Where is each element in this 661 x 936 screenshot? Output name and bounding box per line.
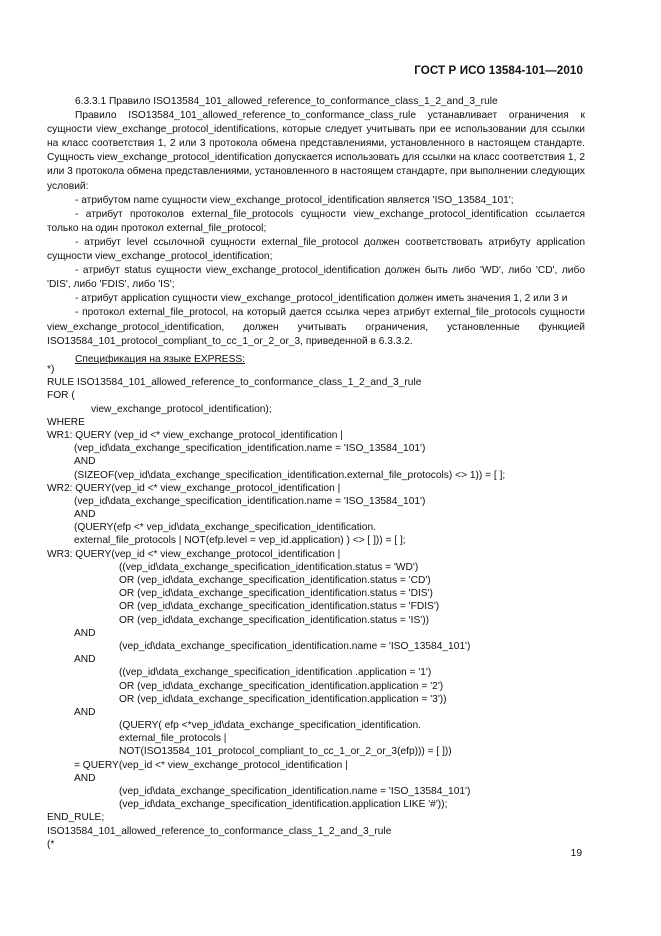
spec-label: Спецификация на языке EXPRESS: (75, 353, 246, 365)
code-line: OR (vep_id\data_exchange_specification_identification.status = 'FDIS') (119, 601, 440, 613)
list-item: - атрибут application сущности view_exchange_protocol_identification должен иметь значения 1, 2 или 3 и (75, 293, 568, 305)
express-code-block (47, 363, 607, 851)
code-line: AND (74, 654, 96, 666)
section-heading: 6.3.3.1 Правило ISO13584_101_allowed_reference_to_conformance_class_1_2_and_3_rule (75, 96, 498, 107)
list-item: - атрибут status сущности view_exchange_protocol_identification должен быть либо 'WD', либо 'CD', либо 'DIS', либо 'FDIS', либо 'IS'; (47, 265, 585, 291)
code-line: *) (47, 364, 55, 375)
code-line: WR3: QUERY(vep_id <* view_exchange_protocol_identification | (47, 548, 341, 560)
code-line: ((vep_id\data_exchange_specification_identification .application = '1') (119, 667, 432, 679)
code-line: AND (74, 509, 96, 521)
code-line: (QUERY( efp <*vep_id\data_exchange_specification_identification. (119, 720, 421, 732)
list-item: - атрибутом name сущности view_exchange_protocol_identification является 'ISO_13584_101'; (75, 194, 514, 206)
code-line: AND (74, 627, 96, 639)
code-line: (vep_id\data_exchange_specification_identification.name = 'ISO_13584_101') (74, 495, 426, 507)
code-line: (vep_id\data_exchange_specification_identification.name = 'ISO_13584_101') (74, 443, 426, 455)
code-line: AND (74, 456, 96, 468)
code-line: ISO13584_101_allowed_reference_to_conformance_class_1_2_and_3_rule (47, 825, 392, 837)
paragraph: Правило ISO13584_101_allowed_reference_to_conformance_class_rule устанавливает ограничения к сущности view_exchange_protocol_identifications, которые следует учитывать при ее использовании для ссылки на класс соответствия 1, 2 или 3 протокола обмена представлениями, установленного в настоящем стандарте. Сущность view_exchange_protocol_identification допускается использовать для ссылки на класс соответствия 1, 2 или 3 протокола обмена представлениями, установленного в настоящем стандарте, при выполнении следующих условий: (47, 110, 585, 192)
code-line: WR1: QUERY (vep_id <* view_exchange_protocol_identification | (47, 429, 343, 441)
code-line: ((vep_id\data_exchange_specification_identification.status = 'WD') (119, 561, 419, 573)
code-line: NOT(ISO13584_101_protocol_compliant_to_cc_1_or_2_or_3(efp))) = [ ])) (119, 746, 452, 758)
code-line: END_RULE; (47, 812, 105, 824)
code-line: (vep_id\data_exchange_specification_identification.name = 'ISO_13584_101') (119, 786, 471, 797)
code-line: OR (vep_id\data_exchange_specification_identification.status = 'IS')) (119, 614, 429, 626)
code-line: view_exchange_protocol_identification); (91, 403, 272, 415)
code-line: AND (74, 706, 96, 718)
code-line: (SIZEOF(vep_id\data_exchange_specification_identification.external_file_protocols) <> 1)) = [ ]; (74, 469, 506, 481)
code-line: WHERE (47, 416, 85, 428)
document-header: ГОСТ Р ИСО 13584-101—2010 (414, 64, 583, 77)
list-item: - атрибут протоколов external_file_protocols сущности view_exchange_protocol_identification ссылается только на один протокол external_file_protocol; (47, 208, 585, 234)
code-line: (vep_id\data_exchange_specification_identification.name = 'ISO_13584_101') (119, 640, 471, 652)
section-text (47, 95, 585, 367)
code-line: OR (vep_id\data_exchange_specification_identification.status = 'DIS') (119, 588, 433, 600)
code-line: OR (vep_id\data_exchange_specification_identification.status = 'CD') (119, 575, 431, 586)
code-line: (* (47, 838, 55, 850)
code-line: (QUERY(efp <* vep_id\data_exchange_specification_identification. (74, 522, 376, 534)
page-number: 19 (570, 848, 582, 859)
code-line: external_file_protocols | (119, 733, 227, 745)
code-line: WR2: QUERY(vep_id <* view_exchange_protocol_identification | (47, 482, 341, 494)
code-line: external_file_protocols | NOT(efp.level = vep_id.application) ) <> [ ])) = [ ]; (74, 535, 406, 547)
code-line: AND (74, 772, 96, 784)
list-item: - атрибут level ссылочной сущности external_file_protocol должен соответствовать атрибуту application сущности view_exchange_protocol_identification; (47, 236, 585, 263)
code-line: FOR ( (47, 390, 75, 402)
code-line: OR (vep_id\data_exchange_specification_identification.application = '2') (119, 680, 444, 692)
code-line: = QUERY(vep_id <* view_exchange_protocol_identification | (74, 759, 348, 771)
code-line: OR (vep_id\data_exchange_specification_identification.application = '3')) (119, 693, 447, 705)
code-line: RULE ISO13584_101_allowed_reference_to_conformance_class_1_2_and_3_rule (47, 377, 422, 389)
code-line: (vep_id\data_exchange_specification_identification.application LIKE '#')); (119, 799, 448, 811)
list-item: - протокол external_file_protocol, на который дается ссылка через атрибут external_file_protocols сущности view_exchange_protocol_identification, должен учитывать ограничения, установленные функцией ISO13584_101_protocol_compliant_to_cc_1_or_2_or_3, приведенной в 6.3.3.2. (47, 307, 585, 347)
